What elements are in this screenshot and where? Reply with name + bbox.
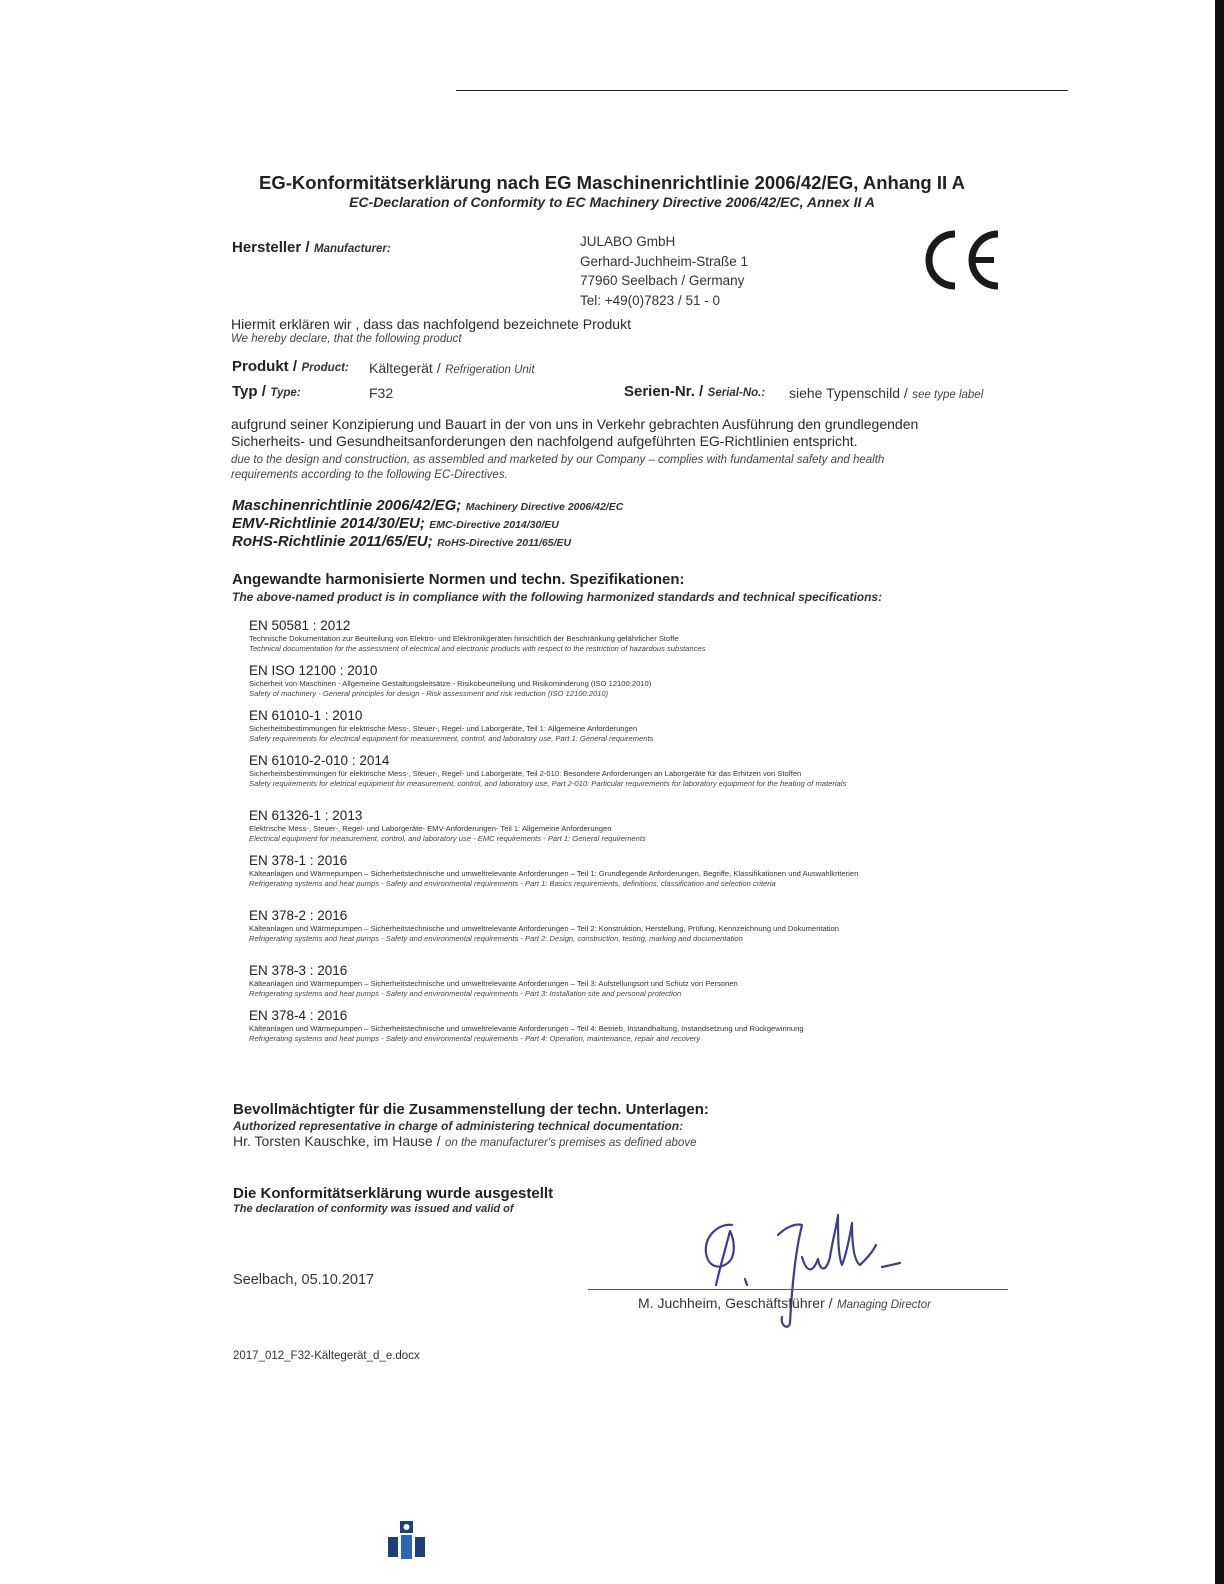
publisher-logo-icon	[386, 1521, 428, 1559]
manufacturer-label	[232, 239, 391, 257]
serial-label-de: Serien-Nr. /	[624, 383, 704, 400]
standard-description-en: Safety of machinery - General principles for design - Risk assessment and risk reduction (ISO 12100:2010)	[249, 688, 609, 698]
authorized-heading-de: Bevollmächtigter für die Zusammenstellung der techn. Unterlagen:	[233, 1101, 709, 1118]
directive-emc-en: EMC-Directive 2014/30/EU	[429, 519, 559, 531]
standard-item	[249, 808, 949, 843]
standards-heading-en: The above-named product is in compliance with the following harmonized standards and technical specifications:	[232, 590, 883, 604]
standard-description-de: Sicherheitsbestimmungen für elektrische Mess-, Steuer-, Regel- und Laborgeräte, Teil 2-010: Besondere Anforderungen an Laborgeräte für das Erhitzen von Stoffen	[249, 769, 802, 778]
standard-description-de: Technische Dokumentation zur Beurteilung von Elektro- und Elektronikgeräten hinsichtlich der Beschränkung gefährlicher Stoffe	[249, 634, 679, 643]
standard-item	[249, 908, 949, 943]
product-label-de: Produkt /	[232, 358, 298, 375]
standard-description-en: Refrigerating systems and heat pumps - Safety and environmental requirements - Part 4: Operation, maintenance, repair and recovery	[249, 1033, 701, 1043]
declare-de: Hiermit erklären wir , dass das nachfolgend bezeichnete Produkt	[231, 316, 631, 332]
directive-emc	[232, 515, 559, 533]
standard-item	[249, 663, 949, 698]
standard-code: EN 61010-2-010 : 2014	[249, 753, 390, 768]
place-date: Seelbach, 05.10.2017	[233, 1272, 375, 1288]
manufacturer-city: 77960 Seelbach / Germany	[580, 273, 745, 288]
declare-en: We hereby declare, that the following product	[231, 333, 462, 345]
type-label-en: Type:	[270, 387, 301, 399]
standard-description-de: Sicherheitsbestimmungen für elektrische Mess-, Steuer-, Regel- und Laborgeräte, Teil 1: Allgemeine Anforderungen	[249, 724, 638, 733]
standard-code: EN 378-4 : 2016	[249, 1008, 348, 1023]
signatory-role: Managing Director	[836, 1299, 931, 1311]
standard-description-de: Kälteanlagen und Wärmepumpen – Sicherheitstechnische und umweltrelevante Anforderungen – Teil 4: Betrieb, Instandhaltung, Instandsetzung und Rückgewinnung	[249, 1024, 804, 1033]
product-value	[369, 360, 535, 378]
standard-description-en: Refrigerating systems and heat pumps - Safety and environmental requirements - Part 3: Installation site and personal protection	[249, 988, 682, 998]
directive-emc-de: EMV-Richtlinie 2014/30/EU;	[232, 515, 425, 532]
standard-item	[249, 708, 949, 743]
compliance-de-line1: aufgrund seiner Konzipierung und Bauart in der von uns in Verkehr gebrachten Ausführung den grundlegenden	[231, 416, 919, 432]
title-german: EG-Konformitätserklärung nach EG Maschinenrichtlinie 2006/42/EG, Anhang II A	[259, 172, 965, 193]
type-label	[232, 383, 301, 401]
authorized-person-en: on the manufacturer's premises as defined above	[444, 1137, 697, 1149]
header-rule	[456, 90, 1068, 91]
standard-description-en: Refrigerating systems and heat pumps - Safety and environmental requirements - Part 2: Design, construction, testing, marking and documentation	[249, 933, 743, 943]
standard-description-en: Refrigerating systems and heat pumps - Safety and environmental requirements - Part 1: Basics requirements, definitions, classification and selection criteria	[249, 878, 776, 888]
compliance-de	[231, 416, 951, 450]
standard-description-de: Kälteanlagen und Wärmepumpen – Sicherheitstechnische und umweltrelevante Anforderungen – Teil 2: Konstruktion, Herstellung, Prüfung, Kennzeichnung und Dokumentation	[249, 924, 840, 933]
signatory-name: M. Juchheim, Geschäftsführer /	[638, 1295, 833, 1311]
product-value-en: Refrigeration Unit	[445, 364, 535, 376]
standard-item	[249, 753, 949, 788]
standard-code: EN 50581 : 2012	[249, 618, 351, 633]
compliance-en-line2: requirements according to the following EC-Directives.	[231, 469, 508, 481]
compliance-en-line1: due to the design and construction, as assembled and marketed by our Company – complies with fundamental safety and health	[231, 454, 885, 466]
standard-code: EN 61326-1 : 2013	[249, 808, 363, 823]
manufacturer-tel: Tel: +49(0)7823 / 51 - 0	[580, 292, 720, 308]
standard-description-en: Safety requirements for eletrical equipment for measurement, control, and laboratory use, Part 2-010: Particular requirements for laboratory equipment for the heating of materials	[249, 778, 847, 788]
standard-description-en: Safety requirements for electrical equipment for measurement, control, and laboratory use, Part 1: General requirements	[249, 733, 654, 743]
serial-value-en: see type label	[912, 389, 984, 401]
standard-code: EN ISO 12100 : 2010	[249, 663, 378, 678]
footer-filename: 2017_012_F32-Kältegerät_d_e.docx	[233, 1350, 420, 1362]
manufacturer-address	[580, 232, 748, 310]
standard-item	[249, 618, 949, 653]
serial-value-de: siehe Typenschild /	[789, 385, 908, 401]
type-value: F32	[369, 385, 394, 401]
manufacturer-name: JULABO GmbH	[580, 234, 676, 249]
standard-description-en: Technical documentation for the assessment of electrical and electronic products with respect to the restriction of hazardous substances	[249, 643, 706, 653]
standard-description-de: Sicherheit von Maschinen - Allgemeine Gestaltungsleitsätze - Risikobeurteilung und Risikominderung (ISO 12100:2010)	[249, 679, 652, 688]
manufacturer-street: Gerhard-Juchheim-Straße 1	[580, 253, 749, 269]
serial-label	[624, 383, 765, 401]
standard-item	[249, 1008, 949, 1043]
page-edge-bar	[1215, 0, 1224, 1584]
directive-rohs-en: RoHS-Directive 2011/65/EU	[437, 537, 572, 549]
product-value-de: Kältegerät /	[369, 360, 441, 376]
type-label-de: Typ /	[232, 383, 266, 400]
signature-line	[588, 1289, 1008, 1290]
directive-rohs	[232, 533, 571, 551]
standard-description-de: Kälteanlagen und Wärmepumpen – Sicherheitstechnische und umweltrelevante Anforderungen – Teil 1: Grundlegende Anforderungen, Begriffe, Klassifikationen und Auswahlkriterien	[249, 869, 859, 878]
issued-heading-de: Die Konformitätserklärung wurde ausgestellt	[233, 1185, 554, 1202]
compliance-de-line2: Sicherheits- und Gesundheitsanforderungen den nachfolgend aufgeführten EG-Richtlinien entspricht.	[231, 433, 858, 449]
product-label	[232, 358, 349, 376]
serial-value	[789, 385, 983, 403]
signatory	[638, 1295, 931, 1313]
authorized-person-de: Hr. Torsten Kauschke, im Hause /	[233, 1133, 441, 1149]
standard-description-en: Electrical equipment for measurement, control, and laboratory use - EMC requirements - Part 1: General requirements	[249, 833, 646, 843]
directive-rohs-de: RoHS-Richtlinie 2011/65/EU;	[232, 533, 433, 550]
standard-code: EN 61010-1 : 2010	[249, 708, 363, 723]
ce-mark-icon	[922, 228, 1002, 292]
standard-description-de: Kälteanlagen und Wärmepumpen – Sicherheitstechnische und umweltrelevante Anforderungen – Teil 3: Aufstellungsort und Schutz von Personen	[249, 979, 738, 988]
authorized-heading-en: Authorized representative in charge of administering technical documentation:	[233, 1119, 684, 1133]
issued-heading-en: The declaration of conformity was issued and valid of	[233, 1203, 514, 1215]
directive-machinery-de: Maschinenrichtlinie 2006/42/EG;	[232, 497, 462, 514]
compliance-en	[231, 453, 971, 483]
standard-code: EN 378-1 : 2016	[249, 853, 348, 868]
standard-code: EN 378-2 : 2016	[249, 908, 348, 923]
standards-heading-de: Angewandte harmonisierte Normen und techn. Spezifikationen:	[232, 571, 685, 588]
manufacturer-label-de: Hersteller /	[232, 239, 310, 256]
directive-machinery	[232, 497, 623, 515]
standard-item	[249, 853, 949, 888]
directive-machinery-en: Machinery Directive 2006/42/EC	[465, 501, 624, 513]
serial-label-en: Serial-No.:	[707, 387, 766, 399]
title-english: EC-Declaration of Conformity to EC Machinery Directive 2006/42/EC, Annex II A	[349, 194, 875, 210]
authorized-person	[233, 1133, 696, 1151]
product-label-en: Product:	[301, 362, 349, 374]
standard-item	[249, 963, 949, 998]
standard-code: EN 378-3 : 2016	[249, 963, 348, 978]
standard-description-de: Elektrische Mess-, Steuer-, Regel- und Laborgeräte- EMV-Anforderungen- Teil 1: Allgemeine Anforderungen	[249, 824, 612, 833]
manufacturer-label-en: Manufacturer:	[314, 243, 391, 255]
